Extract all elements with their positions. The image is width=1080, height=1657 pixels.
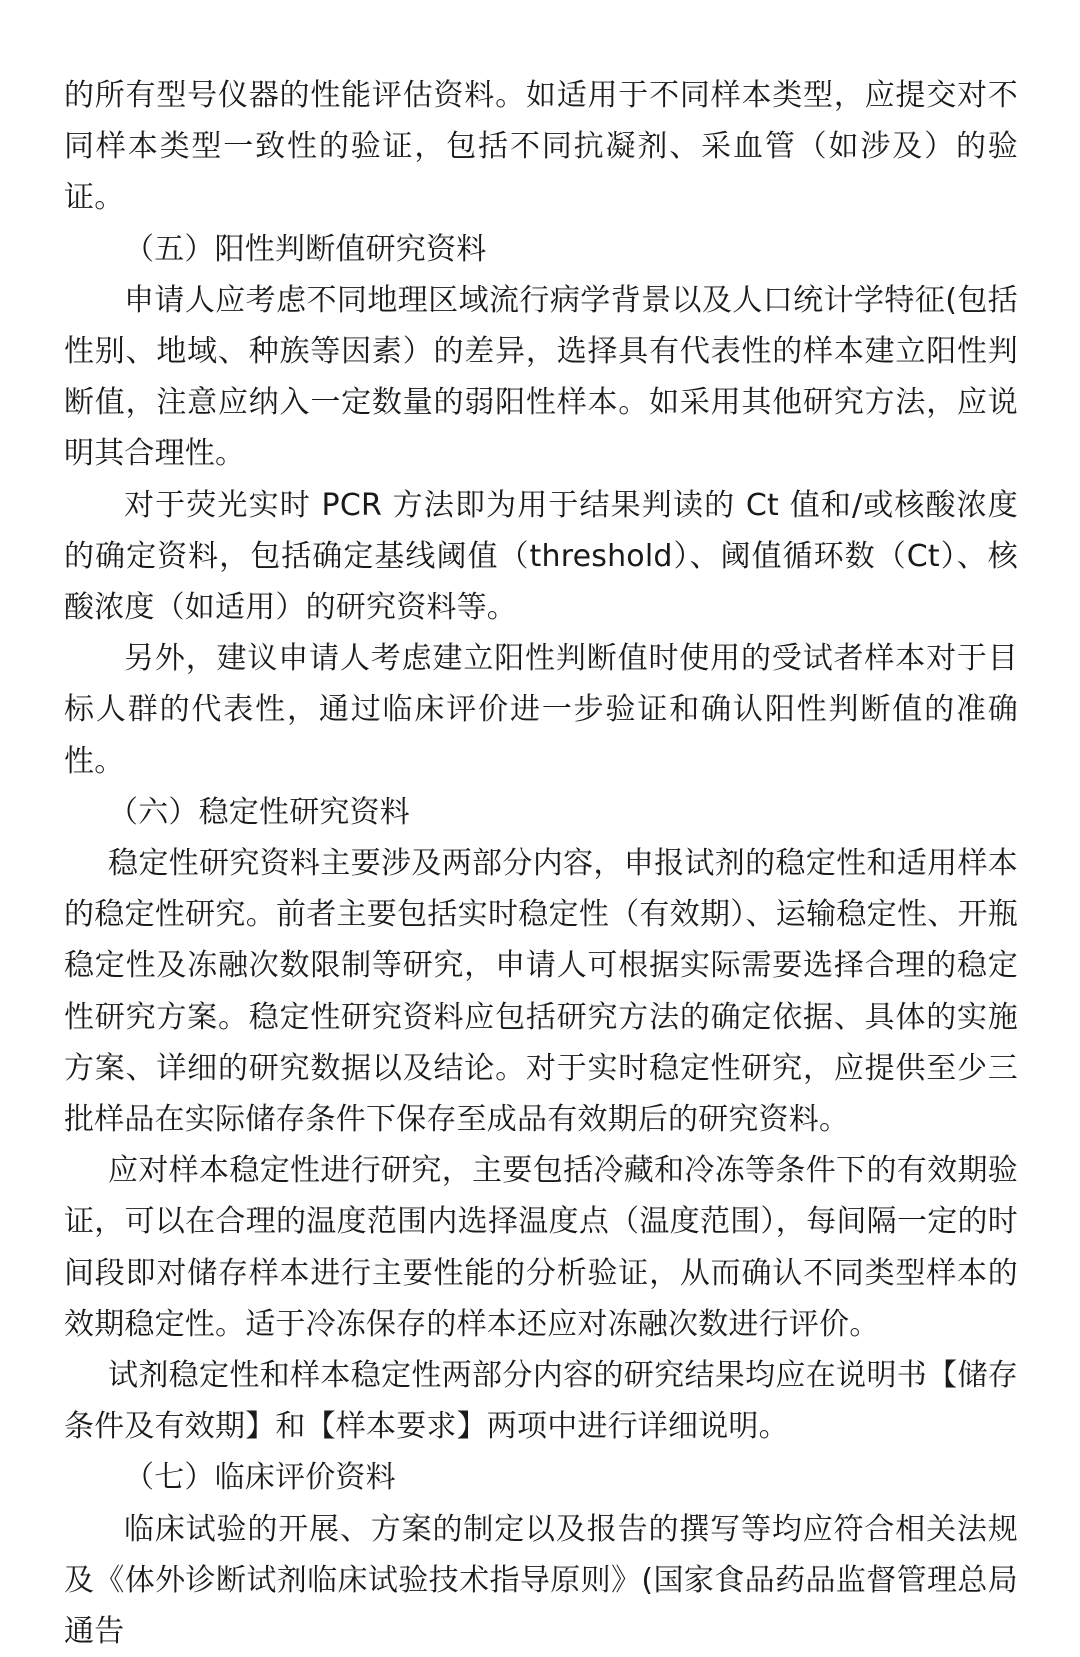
paragraph-continued: 的所有型号仪器的性能评估资料。如适用于不同样本类型，应提交对不同样本类型一致性的验证，包括不同抗凝剂、采血管（如涉及）的验证。 [64,78,1018,216]
section-heading-6: （六）稳定性研究资料 [108,794,410,830]
paragraph: 试剂稳定性和样本稳定性两部分内容的研究结果均应在说明书【储存条件及有效期】和【样本要求】两项中进行详细说明。 [64,1358,1018,1445]
paragraph: 申请人应考虑不同地理区域流行病学背景以及人口统计学特征(包括性别、地域、种族等因素）的差异，选择具有代表性的样本建立阳性判断值，注意应纳入一定数量的弱阳性样本。如采用其他研究方法，应说明其合理性。 [64,282,1018,472]
paragraph: 另外，建议申请人考虑建立阳性判断值时使用的受试者样本对于目标人群的代表性，通过临床评价进一步验证和确认阳性判断值的准确性。 [64,641,1018,779]
paragraph: 稳定性研究资料主要涉及两部分内容，申报试剂的稳定性和适用样本的稳定性研究。前者主要包括实时稳定性（有效期）、运输稳定性、开瓶稳定性及冻融次数限制等研究，申请人可根据实际需要选择合理的稳定性研究方案。稳定性研究资料应包括研究方法的确定依据、具体的实施方案、详细的研究数据以及结论。对于实时稳定性研究，应提供至少三批样品在实际储存条件下保存至成品有效期后的研究资料。 [64,846,1018,1138]
paragraph: 应对样本稳定性进行研究，主要包括冷藏和冷冻等条件下的有效期验证，可以在合理的温度范围内选择温度点（温度范围），每间隔一定的时间段即对储存样本进行主要性能的分析验证，从而确认不同类型样本的效期稳定性。适于冷冻保存的样本还应对冻融次数进行评价。 [64,1153,1018,1342]
paragraph: 临床试验的开展、方案的制定以及报告的撰写等均应符合相关法规及《体外诊断试剂临床试验技术指导原则》(国家食品药品监督管理总局通告 [64,1511,1018,1650]
paragraph: 对于荧光实时 PCR 方法即为用于结果判读的 Ct 值和/或核酸浓度的确定资料，包括确定基线阈值（threshold）、阈值循环数（Ct）、核酸浓度（如适用）的研究资料等。 [64,487,1018,626]
section-heading-7: （七）临床评价资料 [124,1460,396,1496]
section-heading-5: （五）阳性判断值研究资料 [124,231,487,267]
